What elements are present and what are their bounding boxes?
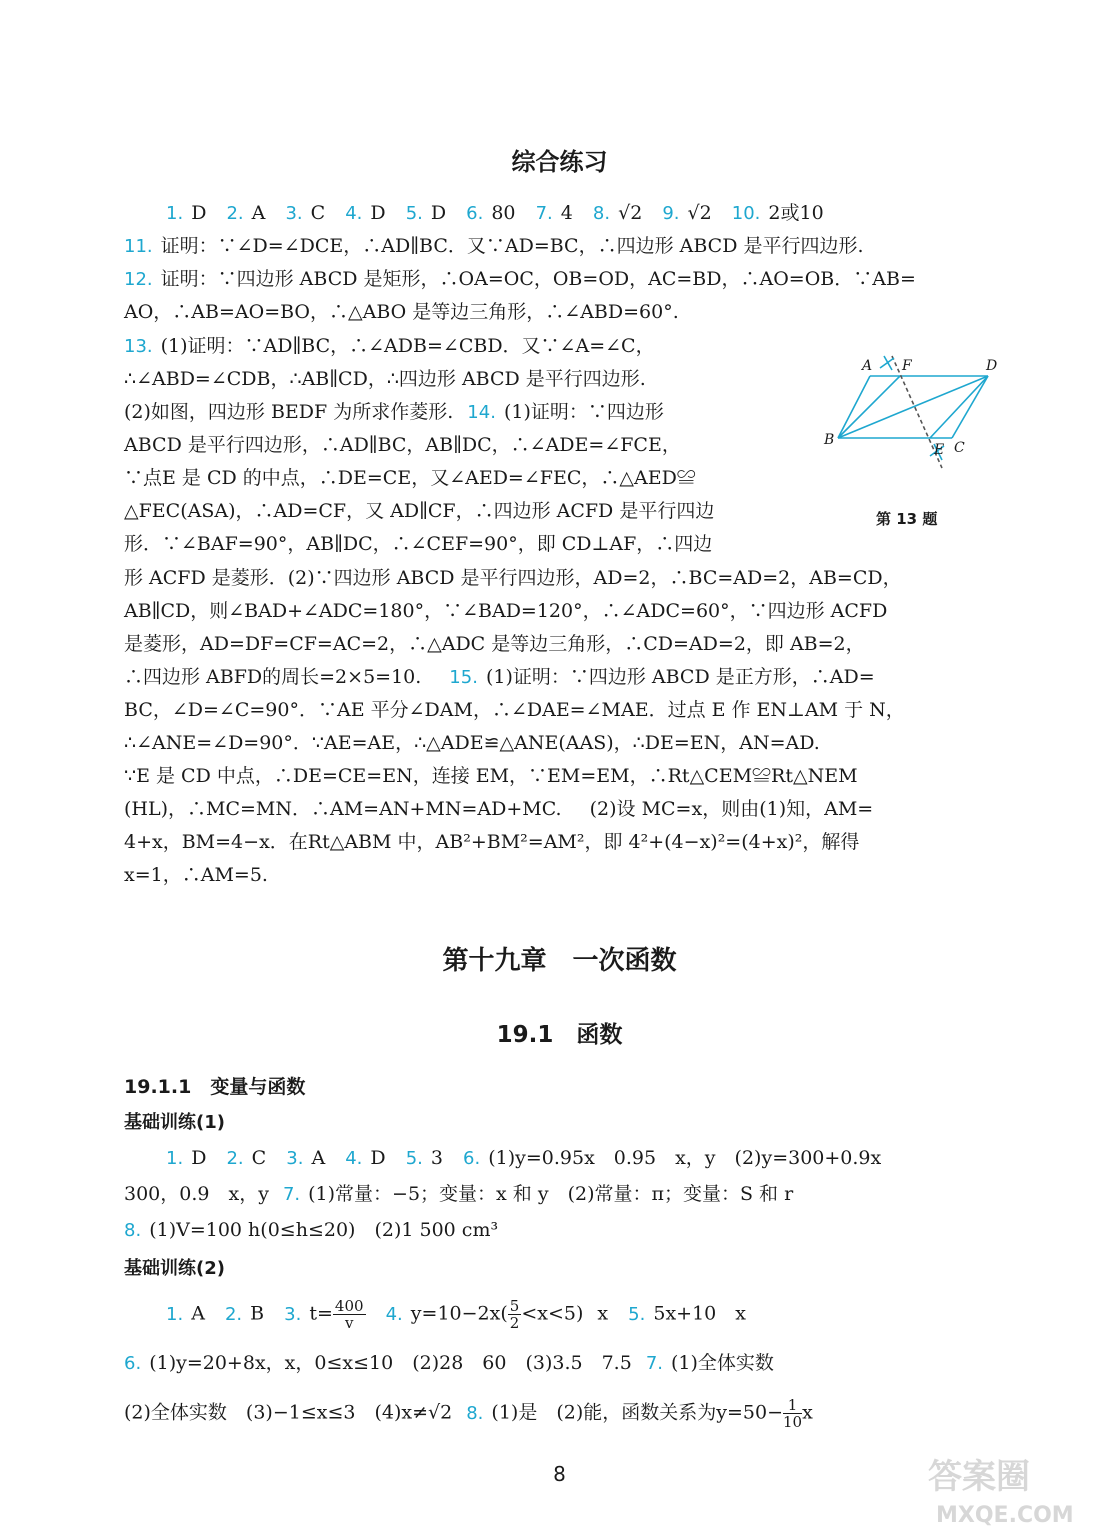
line-text: AB∥CD，则∠BAD+∠ADC=180°，∵∠BAD=120°，∴∠ADC=60°，∵四边形 ACFD — [124, 600, 888, 622]
label-B: B — [824, 432, 835, 448]
text-line — [124, 465, 696, 491]
text-line — [124, 299, 679, 325]
text-line — [124, 366, 646, 392]
basic-training-1: 基础训练(1) — [124, 1112, 225, 1133]
label-E: E — [934, 442, 945, 458]
fraction-numerator: 1 — [783, 1397, 802, 1414]
answer-num: 6. — [466, 203, 484, 224]
arc-mark-top — [880, 356, 894, 370]
answer-value: A — [251, 202, 266, 224]
answer-num: 2. — [226, 1148, 244, 1169]
line-text: 形．∵∠BAF=90°，AB∥DC，∴∠CEF=90°，即 CD⊥AF，∴四边 — [124, 533, 713, 555]
diagonal-BD — [838, 376, 988, 438]
line-text: (1)常量：−5；变量：x 和 y (2)常量：π；变量：S 和 r — [308, 1183, 794, 1205]
fraction-denominator: v — [345, 1314, 354, 1332]
text-line — [124, 266, 916, 293]
line-text: (1)证明：∵AD∥BC，∴∠ADB=∠CBD．又∵∠A=∠C， — [160, 335, 655, 357]
fraction-numerator: 5 — [509, 1297, 520, 1315]
answer-num: 4. — [345, 203, 363, 224]
problem-num: 7. — [282, 1184, 301, 1205]
answer-num: 5. — [628, 1303, 646, 1325]
text-line — [124, 598, 887, 624]
answer-num: 3. — [284, 1303, 302, 1325]
text-line — [124, 1350, 774, 1377]
watermark-url: MXQE.COM — [936, 1503, 1074, 1528]
answer-value: C — [251, 1147, 267, 1169]
subsection-title: 19.1.1 变量与函数 — [124, 1076, 306, 1098]
fraction — [783, 1397, 802, 1430]
answers-row-b2: 1. A 2. B 3. t= $\frac{400}{v}$ 4. y=10−2x( $\frac{5}{2}$ <x<5) x 5. 5x+10 x — [166, 1297, 746, 1332]
answer-value: D — [430, 202, 447, 224]
answer-value: t= — [309, 1302, 333, 1325]
text-line — [124, 333, 655, 360]
problem-num: 6. — [124, 1353, 142, 1374]
line-text: ∴∠ABD=∠CDB，∴AB∥CD，∴四边形 ABCD 是平行四边形. — [124, 368, 646, 390]
answer-num: 5. — [405, 1148, 423, 1169]
label-C: C — [954, 440, 965, 456]
page-number: 8 — [553, 1462, 566, 1486]
line-text: (1)证明：∵四边形 — [503, 401, 664, 423]
line-text: 300，0.9 x，y — [124, 1183, 269, 1205]
line-text: AO，∴AB=AO=BO，∴△ABO 是等边三角形，∴∠ABD=60°. — [124, 301, 679, 323]
text-line — [124, 664, 875, 691]
text-line — [124, 233, 864, 260]
text-line — [124, 829, 859, 855]
section-title-19-1: 19.1 函数 — [496, 1022, 623, 1048]
answer-value: √2 — [618, 202, 643, 224]
line-text: (1)V=100 h(0≤h≤20) (2)1 500 cm³ — [149, 1219, 499, 1241]
line-text: 形 ACFD 是菱形．(2)∵四边形 ABCD 是平行四边形，AD=2，∴BC=AD=2，AB=CD， — [124, 567, 902, 589]
figure-caption: 第 13 题 — [876, 510, 938, 528]
fraction — [333, 1298, 366, 1331]
line-text: 4+x，BM=4−x．在Rt△ABM 中，AB²+BM²=AM²，即 4²+(4−x)²=(4+x)²，解得 — [124, 831, 860, 853]
line-text: ∵E 是 CD 中点，∴DE=CE=EN，连接 EM，∵EM=EM，∴Rt△CEM≌Rt△NEM — [124, 765, 858, 787]
answer-value: A — [191, 1302, 205, 1325]
section-title: 综合练习 — [511, 148, 608, 176]
answer-num: 7. — [535, 203, 553, 224]
answer-num: 8. — [592, 203, 611, 224]
text-line — [124, 1397, 813, 1430]
answer-value: D — [191, 1147, 207, 1169]
problem-num: 8. — [466, 1402, 484, 1424]
problem-num: 14. — [467, 402, 496, 423]
answer-value: D — [370, 202, 386, 224]
chapter-title: 第十九章 一次函数 — [442, 946, 677, 976]
answer-value: 3 — [430, 1147, 443, 1169]
line-text: △FEC(ASA)，∴AD=CF，又 AD∥CF，∴四边形 ACFD 是平行四边 — [124, 500, 715, 522]
edge-BF — [838, 376, 900, 438]
line-text: x=1，∴AM=5. — [124, 864, 268, 886]
text-line — [124, 763, 858, 789]
answer-value: 4 — [560, 202, 573, 224]
answer-value: C — [310, 202, 326, 224]
answer-num: 2. — [224, 1303, 243, 1325]
line-text: ABCD 是平行四边形，∴AD∥BC，AB∥DC，∴∠ADE=∠FCE， — [124, 434, 681, 456]
label-D: D — [986, 358, 998, 374]
answer-value: 80 — [491, 202, 516, 224]
answer-num: 5. — [405, 203, 423, 224]
line-text: (2)设 MC=x，则由(1)知，AM= — [589, 798, 874, 820]
answer-num: 4. — [345, 1148, 363, 1169]
answer-num: 1. — [166, 203, 184, 224]
fraction-denominator: 10 — [783, 1413, 803, 1431]
problem-num: 7. — [645, 1353, 663, 1374]
fraction-numerator: 400 — [334, 1297, 364, 1315]
line-text: (HL)，∴MC=MN．∴AM=AN+MN=AD+MC. — [124, 798, 562, 820]
basic-training-2: 基础训练(2) — [124, 1258, 225, 1279]
answer-value: 5x+10 x — [653, 1302, 746, 1325]
edge-DE — [930, 376, 988, 438]
line-text: 证明：∵∠D=∠DCE，∴AD∥BC．又∵AD=BC，∴四边形 ABCD 是平行四边形. — [160, 235, 864, 257]
label-A: A — [862, 358, 873, 374]
line-text: 证明：∵四边形 ABCD 是矩形，∴OA=OC，OB=OD，AC=BD，∴AO=OB．∵AB= — [160, 268, 916, 290]
edge-DC — [952, 376, 988, 438]
line-text: (1)y=20+8x，x，0≤x≤10 (2)28 60 (3)3.5 7.5 — [149, 1352, 632, 1374]
answer-num: 3. — [286, 1148, 304, 1169]
problem-num: 12. — [124, 269, 153, 290]
answer-value: D — [370, 1147, 386, 1169]
fraction — [508, 1298, 522, 1331]
text-line — [124, 1181, 793, 1208]
text-line — [124, 498, 714, 524]
label-F: F — [902, 358, 912, 374]
text-line — [124, 565, 902, 591]
line-text: x — [802, 1401, 813, 1424]
line-text: 是菱形，AD=DF=CF=AC=2，∴△ADC 是等边三角形，∴CD=AD=2，即 AB=2， — [124, 633, 865, 655]
text-line — [124, 432, 681, 458]
answer-num: 9. — [662, 203, 680, 224]
text-line — [124, 796, 873, 822]
answer-num: 6. — [463, 1148, 481, 1169]
line-text: (2)如图，四边形 BEDF 为所求作菱形. — [124, 401, 454, 423]
problem-num: 15. — [449, 667, 478, 688]
answer-num: 2. — [226, 203, 244, 224]
line-text: ∴四边形 ABFD的周长=2×5=10. — [124, 666, 422, 688]
answer-value: √2 — [687, 202, 712, 224]
answer-value: <x<5 — [521, 1302, 576, 1325]
line-text: (1)是 (2)能，函数关系为y=50− — [491, 1401, 784, 1424]
text-line — [124, 697, 905, 723]
answer-value: x — [597, 1302, 609, 1325]
line-text: ∴∠ANE=∠D=90°．∵AE=AE，∴△ADE≌△ANE(AAS)，∴DE=EN，AN=AD. — [124, 732, 820, 754]
answer-num: 1. — [166, 1303, 184, 1325]
watermark-text: 答案圈 — [928, 1457, 1030, 1497]
geometry-figure — [822, 328, 1002, 478]
answers-row-b1 — [166, 1145, 881, 1172]
text-line — [124, 399, 664, 426]
answer-value: D — [191, 202, 207, 224]
text-line — [124, 862, 268, 888]
problem-num: 11. — [124, 236, 153, 257]
watermark-logo — [920, 1440, 1110, 1530]
line-text: (2)全体实数 (3)−1≤x≤3 (4)x≠√2 — [124, 1401, 453, 1424]
line-text: BC，∠D=∠C=90°．∵AE 平分∠DAM，∴∠DAE=∠MAE．过点 E 作 EN⊥AM 于 N， — [124, 699, 905, 721]
text-line — [124, 1217, 498, 1244]
line-text: ∵点E 是 CD 的中点，∴DE=CE，又∠AED=∠FEC，∴△AED≌ — [124, 467, 696, 489]
answer-value: (1)y=0.95x 0.95 x，y (2)y=300+0.9x — [488, 1147, 882, 1169]
answer-num: 4. — [385, 1303, 403, 1325]
problem-num: 13. — [124, 336, 153, 357]
text-line — [124, 730, 820, 756]
answer-num: 3. — [285, 203, 303, 224]
text-line — [124, 531, 712, 557]
problem-num: 8. — [124, 1220, 142, 1241]
answer-num: 10. — [731, 203, 761, 224]
line-text: (1)全体实数 — [671, 1352, 774, 1374]
answer-value: 2或10 — [768, 202, 824, 224]
edge-AB — [838, 376, 870, 438]
text-line — [124, 631, 865, 657]
answer-value: B — [250, 1302, 265, 1325]
answer-num: 1. — [166, 1148, 184, 1169]
answer-value: A — [311, 1147, 326, 1169]
answers-row-1 — [166, 200, 824, 227]
fraction-denominator: 2 — [509, 1314, 520, 1332]
line-text: (1)证明：∵四边形 ABCD 是正方形，∴AD= — [485, 666, 875, 688]
answer-value: y=10−2x — [410, 1302, 501, 1325]
